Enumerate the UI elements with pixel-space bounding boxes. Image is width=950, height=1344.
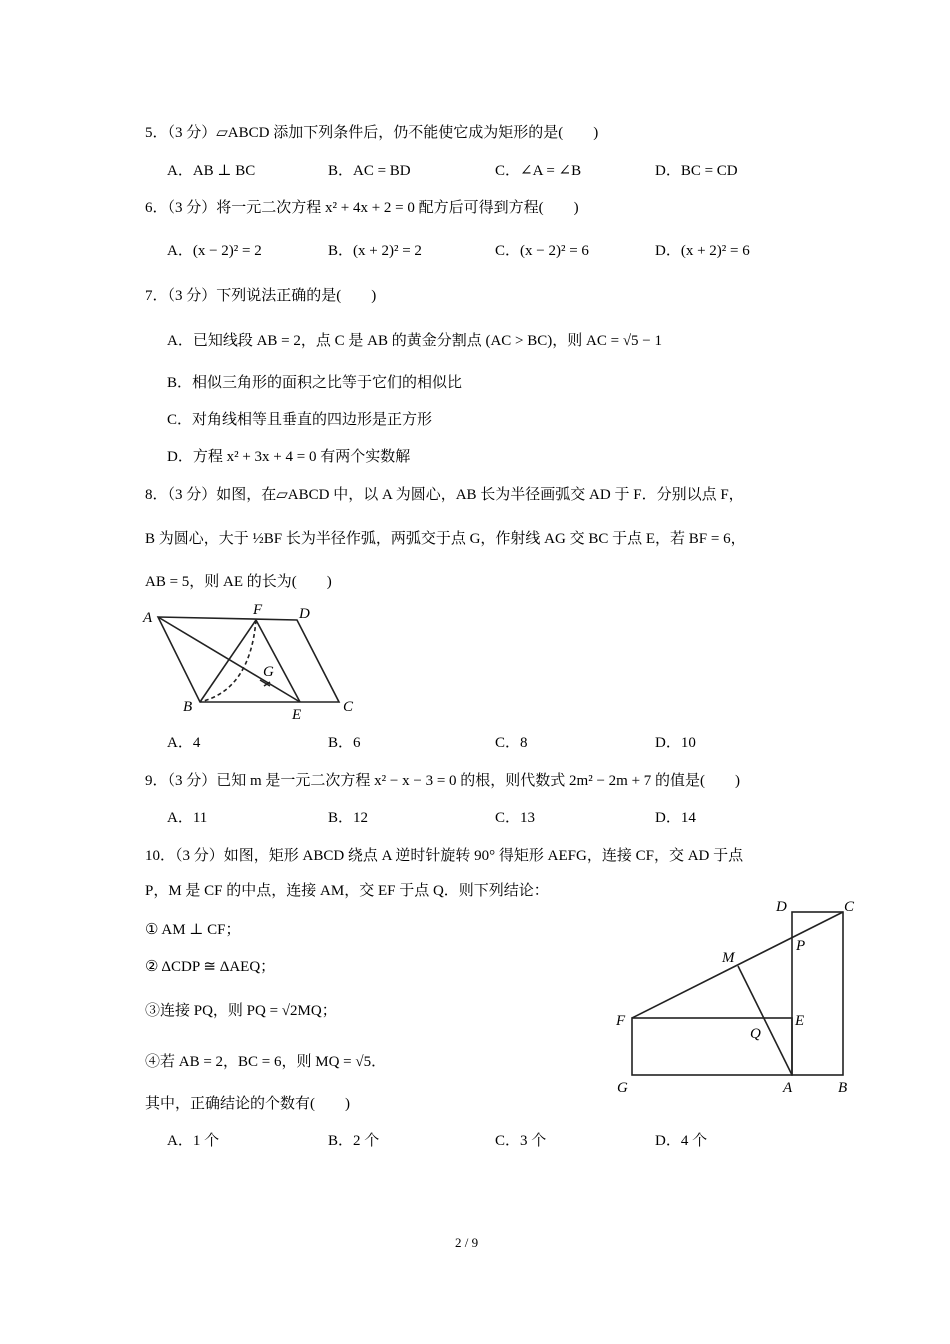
q8-figure xyxy=(158,617,339,702)
q10-statement-1: ① AM ⊥ CF； xyxy=(145,922,241,938)
q8-option-b: B．6 xyxy=(328,735,361,751)
q6-option-d: D．(x + 2)² = 6 xyxy=(655,243,750,259)
q5-option-a: A．AB ⊥ BC xyxy=(167,163,256,179)
q9-option-d: D．14 xyxy=(655,810,696,826)
q10-label-d: D xyxy=(776,899,787,915)
q10-label-m: M xyxy=(722,950,735,966)
q7-option-b: B．相似三角形的面积之比等于它们的相似比 xyxy=(167,375,463,391)
q10-option-d: D．4 个 xyxy=(655,1133,708,1149)
q10-label-e: E xyxy=(795,1013,805,1029)
q6-stem: 6．（3 分）将一元二次方程 x² + 4x + 2 = 0 配方后可得到方程( ) xyxy=(145,200,579,216)
q8-option-c: C．8 xyxy=(495,735,528,751)
q8-option-a: A．4 xyxy=(167,735,201,751)
q6-option-a: A．(x − 2)² = 2 xyxy=(167,243,262,259)
page-number: 2 / 9 xyxy=(455,1235,479,1250)
q10-statement-3: ③连接 PQ，则 PQ = √2MQ； xyxy=(145,1003,337,1019)
q10-line-1: 10．（3 分）如图，矩形 ABCD 绕点 A 逆时针旋转 90° 得矩形 AEFG，连接 CF，交 AD 于点 xyxy=(145,848,744,864)
q10-option-a: A．1 个 xyxy=(167,1133,220,1149)
q10-label-p: P xyxy=(796,938,806,954)
q8-label-a: A xyxy=(143,610,153,626)
q7-option-a: A．已知线段 AB = 2，点 C 是 AB 的黄金分割点 (AC > BC)，则 AC = √5 − 1 xyxy=(167,333,663,349)
q10-label-a: A xyxy=(783,1080,793,1096)
q8-label-e: E xyxy=(292,707,302,723)
q9-option-c: C．13 xyxy=(495,810,536,826)
q10-label-c: C xyxy=(844,899,855,915)
q10-question: 其中，正确结论的个数有( ) xyxy=(145,1096,350,1112)
q10-option-c: C．3 个 xyxy=(495,1133,547,1149)
q8-label-b: B xyxy=(183,699,193,715)
q8-label-f: F xyxy=(253,602,263,618)
q6-option-b: B．(x + 2)² = 2 xyxy=(328,243,422,259)
q8-option-d: D．10 xyxy=(655,735,696,751)
q5-option-c: C．∠A = ∠B xyxy=(495,163,582,179)
q10-statement-2: ② ΔCDP ≅ ΔAEQ； xyxy=(145,959,276,975)
q10-figure xyxy=(632,912,843,1075)
q8-label-g: G xyxy=(263,664,274,680)
q7-stem: 7．（3 分）下列说法正确的是( ) xyxy=(145,288,377,304)
q7-option-c: C．对角线相等且垂直的四边形是正方形 xyxy=(167,412,433,428)
q8-label-c: C xyxy=(343,699,354,715)
q10-line-2: P，M 是 CF 的中点，连接 AM，交 EF 于点 Q．则下列结论： xyxy=(145,883,549,899)
q10-label-g: G xyxy=(617,1080,628,1096)
q8-line-2: B 为圆心，大于 ½BF 长为半径作弧，两弧交于点 G，作射线 AG 交 BC 于点 E，若 BF = 6， xyxy=(145,531,746,547)
q5-option-d: D．BC = CD xyxy=(655,163,738,179)
q9-option-b: B．12 xyxy=(328,810,369,826)
q9-option-a: A．11 xyxy=(167,810,208,826)
q9-stem: 9．（3 分）已知 m 是一元二次方程 x² − x − 3 = 0 的根，则代数式 2m² − 2m + 7 的值是( ) xyxy=(145,773,741,789)
q5-option-b: B．AC = BD xyxy=(328,163,411,179)
q10-label-q: Q xyxy=(750,1026,761,1042)
q10-label-b: B xyxy=(838,1080,848,1096)
q8-line-1: 8．（3 分）如图，在▱ABCD 中，以 A 为圆心，AB 长为半径画弧交 AD 于 F．分别以点 F， xyxy=(145,487,744,503)
q8-line-3: AB = 5，则 AE 的长为( ) xyxy=(145,574,332,590)
q10-label-f: F xyxy=(616,1013,626,1029)
q7-option-d: D．方程 x² + 3x + 4 = 0 有两个实数解 xyxy=(167,449,411,465)
q10-statement-4: ④若 AB = 2，BC = 6，则 MQ = √5． xyxy=(145,1054,387,1070)
q10-option-b: B．2 个 xyxy=(328,1133,380,1149)
q8-label-d: D xyxy=(299,606,310,622)
q5-stem: 5．（3 分）▱ABCD 添加下列条件后，仍不能使它成为矩形的是( ) xyxy=(145,125,599,141)
q6-option-c: C．(x − 2)² = 6 xyxy=(495,243,589,259)
